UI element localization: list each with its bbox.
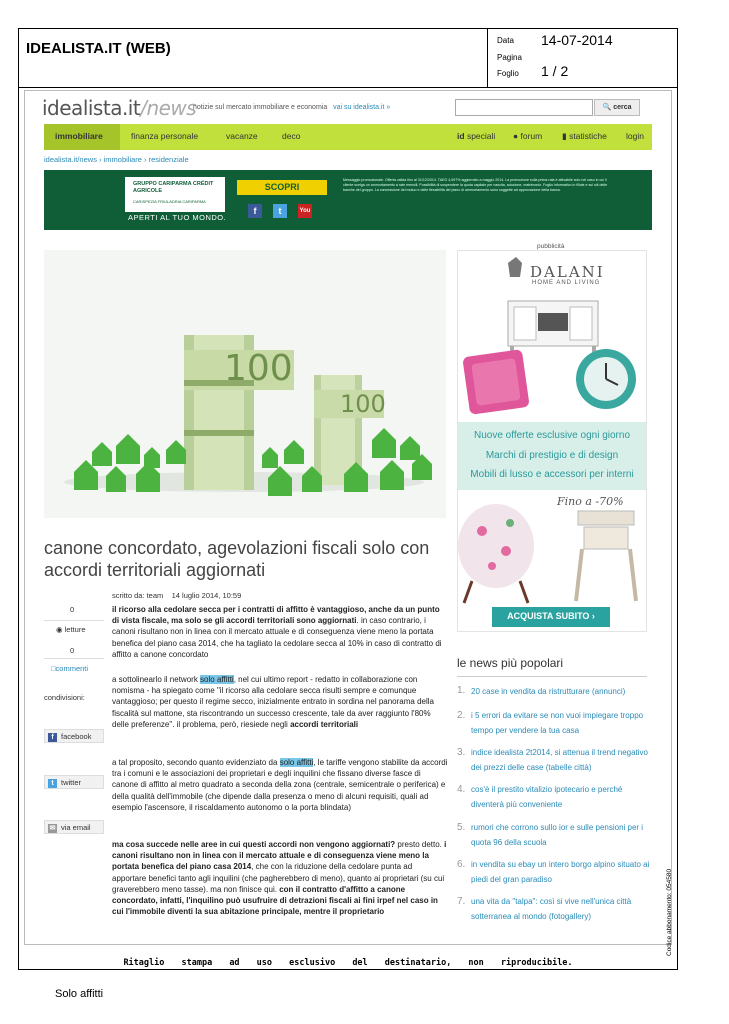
breadcrumb[interactable]: idealista.it/news › immobiliare › residenziale xyxy=(44,155,189,164)
popular-item-number: 3. xyxy=(457,747,466,758)
article-hero-image xyxy=(44,250,446,518)
search-button[interactable]: 🔍 cerca xyxy=(594,99,640,116)
popular-divider xyxy=(457,676,647,677)
sheet-label: Foglio xyxy=(497,69,519,78)
nav-login[interactable]: login xyxy=(626,131,644,141)
date-label: Data xyxy=(497,36,514,45)
nav-speciali[interactable]: id speciali xyxy=(457,131,496,141)
nav-immobiliare[interactable]: immobiliare xyxy=(55,131,103,141)
twitter-icon[interactable]: t xyxy=(273,204,287,218)
ad-line-2: Marchi di prestigio e di design xyxy=(485,450,619,461)
email-share-button[interactable]: ✉ via email xyxy=(44,820,104,834)
header-divider xyxy=(487,28,488,88)
bank-logo-text: GRUPPO CARIPARMA CRÉDIT AGRICOLE xyxy=(133,181,214,194)
dalani-logo-sub: HOME AND LIVING xyxy=(532,280,601,286)
solo-affitti-highlight: solo affitti xyxy=(200,675,234,684)
popular-item-link[interactable]: i 5 errori da evitare se non vuoi impiegare troppo tempo per vendere la tua casa xyxy=(471,711,644,735)
nav-forum[interactable]: ● forum xyxy=(513,131,543,141)
ad-line-1: Nuove offerte esclusive ogni giorno xyxy=(473,430,631,441)
comment-icon: □ xyxy=(51,664,56,673)
banknote-value-large: 100 xyxy=(224,348,293,389)
ad-sale-text: Fino a -70% xyxy=(557,495,624,508)
article-paragraph-2: a sottolinearlo il network solo affitti, nel cui ultimo report - redatto in collaborazione con nomisma - ha spiegato come "il ricorso alla cedolare secca risulti sempre e comunque vantaggioso; per questo il regime secco, inizialmente entrato in sordina nel panorama della fiscalità sul mattone, sta riscontrando un successo crescente, tale da aver raggiunto l'80% delle preferenze". il problema, però, riesiede negli accordi territoriali xyxy=(112,675,434,729)
popular-item-number: 5. xyxy=(457,822,466,833)
article-paragraph-4: ma cosa succede nelle aree in cui questi accordi non vengono aggiornati? presto detto. i canoni risultano non in linea con il mercato attuale e di conseguenza viene meno la portata benefica del piano casa 2014, che con la riduzione della cedolare punta ad apportare benefici tanto agli inquilini (che pagherebbero di meno), quanto ai proprietari (su cui graverebbero meno tasse). ma non finisce qui. con il contratto d'affitto a canone concordato, infatti, l'inquilino può usufruire di detrazioni fiscali ai fini irpef nel caso in cui l'immobile diventi la sua abitazione principale, mentre il proprietario xyxy=(112,840,447,917)
nav-statistiche[interactable]: ▮ statistiche xyxy=(562,131,607,141)
topic-label: Solo affitti xyxy=(55,988,104,1000)
sheet-value: 1 / 2 xyxy=(541,63,569,79)
comments-count: 0 xyxy=(70,646,75,655)
article-paragraph-1: il ricorso alla cedolare secca per i contratti di affitto è vantaggioso, anche da un punto di vista fiscale, ma solo se gli accordi territoriali sono aggiornati. in caso contrario, i canoni risultano non in linea con il mercato attuale e di conseguenza viene meno la portata benefica del piano casa 2014, che ha tagliato la cedolare secca al 10% in caso di contratto di affitto a canone concordato xyxy=(112,605,442,659)
meta-divider xyxy=(44,620,104,621)
nav-deco[interactable]: deco xyxy=(282,131,301,141)
nav-finanza-personale[interactable]: finanza personale xyxy=(131,131,199,141)
popular-item-number: 2. xyxy=(457,710,466,721)
comments-link[interactable]: □commenti xyxy=(51,664,89,673)
popular-item-link[interactable]: 20 case in vendita da ristrutturare (annunci) xyxy=(471,687,626,696)
popular-item-link[interactable]: rumori che corrono sullo ior e sulle pensioni per i quota 96 della scuola xyxy=(471,823,644,847)
ad-line-3: Mobili di lusso e accessori per interni xyxy=(470,469,634,480)
popular-item-number: 4. xyxy=(457,784,466,795)
popular-item-number: 7. xyxy=(457,896,466,907)
dalani-logo: DALANI xyxy=(530,263,605,281)
facebook-icon: f xyxy=(48,733,57,742)
banknote-value-small: 100 xyxy=(340,390,386,418)
bar-chart-icon: ▮ xyxy=(562,131,567,141)
twitter-share-button[interactable]: t twitter xyxy=(44,775,104,789)
facebook-icon[interactable]: f xyxy=(248,204,262,218)
popular-news-title: le news più popolari xyxy=(457,656,564,670)
popular-item-link[interactable]: indice idealista 2t2014, si attenua il trend negativo dei prezzi delle case (tabelle città) xyxy=(471,748,649,772)
article-byline: scritto da: team 14 luglio 2014, 10:59 xyxy=(112,591,242,600)
bank-sub-brands: CARISPEZIA FRIULADRIA CARIPARMA xyxy=(133,199,206,204)
page-label: Pagina xyxy=(497,53,522,62)
youtube-icon[interactable]: You xyxy=(298,204,312,218)
site-logo[interactable]: idealista.it/news xyxy=(42,96,197,120)
site-tagline: notizie sul mercato immobiliare e economia vai su idealista.it » xyxy=(193,104,391,111)
banner-fine-print: Messaggio promozionale. Offerta valida fino al 31/12/2014. TAEG 4,597% aggiornato a maggio 2014. La promozione sulla prima rata è attivabile solo nel caso in cui il cliente scelga un ammortamento a rate mensili. Possibilità di sospendere la quota capitale per nascita, adozione, matrimonio. Foglio informativo in filiale e sui siti delle banche del gruppo. La concessione del mutuo e delle flessibilità del piano di ammortamento sono soggette ad approvazione della banca. xyxy=(343,178,608,192)
search-input[interactable] xyxy=(455,99,593,116)
bank-tagline: APERTI AL TUO MONDO. xyxy=(128,213,227,222)
shares-label: condivisioni: xyxy=(44,693,85,702)
popular-item-link[interactable]: cos'è il prestito vitalizio ipotecario e perché diventerà più conveniente xyxy=(471,785,623,809)
source-title: IDEALISTA.IT (WEB) xyxy=(26,40,171,57)
reproduction-notice: Ritaglio stampa ad uso esclusivo del destinatario, non riproducibile. xyxy=(123,958,573,968)
date-value: 14-07-2014 xyxy=(541,32,613,48)
meta-divider xyxy=(44,658,104,659)
subscription-code: Codice abbonamento: 054580 xyxy=(666,868,673,956)
ad-label: pubblicità xyxy=(537,243,565,250)
popular-item-link[interactable]: in vendita su ebay un intero borgo alpino situato ai piedi del gran paradiso xyxy=(471,860,650,884)
chat-bubble-icon: ● xyxy=(513,131,519,141)
popular-item-number: 6. xyxy=(457,859,466,870)
go-to-idealista-link[interactable]: vai su idealista.it » xyxy=(333,104,391,111)
envelope-icon: ✉ xyxy=(49,824,56,832)
twitter-icon: t xyxy=(48,779,57,788)
banknote-houses-illustration xyxy=(44,250,446,518)
acquista-subito-button[interactable]: ACQUISTA SUBITO › xyxy=(492,607,610,627)
solo-affitti-highlight: solo affitti xyxy=(279,758,314,767)
reads-stat: ◉ letture xyxy=(56,625,86,634)
popular-item-number: 1. xyxy=(457,685,466,696)
nav-vacanze[interactable]: vacanze xyxy=(226,131,258,141)
article-title: canone concordato, agevolazioni fiscali solo con accordi territoriali aggiornati xyxy=(44,538,430,580)
reads-count: 0 xyxy=(70,605,75,614)
popular-item-link[interactable]: una vita da "talpa": così si vive nell'unica città sotterranea al mondo (fotogallery) xyxy=(471,897,632,921)
scopri-button[interactable]: SCOPRI xyxy=(237,180,327,195)
id-icon: id xyxy=(457,131,465,141)
eye-icon: ◉ xyxy=(56,625,63,634)
search-icon: 🔍 xyxy=(602,104,612,111)
facebook-share-button[interactable]: f facebook xyxy=(44,729,104,743)
article-paragraph-3: a tal proposito, secondo quanto evidenziato da solo affitti, le tariffe vengono stabilite da accordi tra i comuni e le associazioni dei proprietari e degli inquilini che fissano diverse fasce di canone di affitto al metro quadrato a seconda della zona (centrale, semicentrale o periferica) e della qualità dell'immobile (che dipende dalla presenza o meno di alcuni requisiti, quali ad esempio l'ascensore, il riscaldamento autonomo o la porta blindata) xyxy=(112,758,448,812)
